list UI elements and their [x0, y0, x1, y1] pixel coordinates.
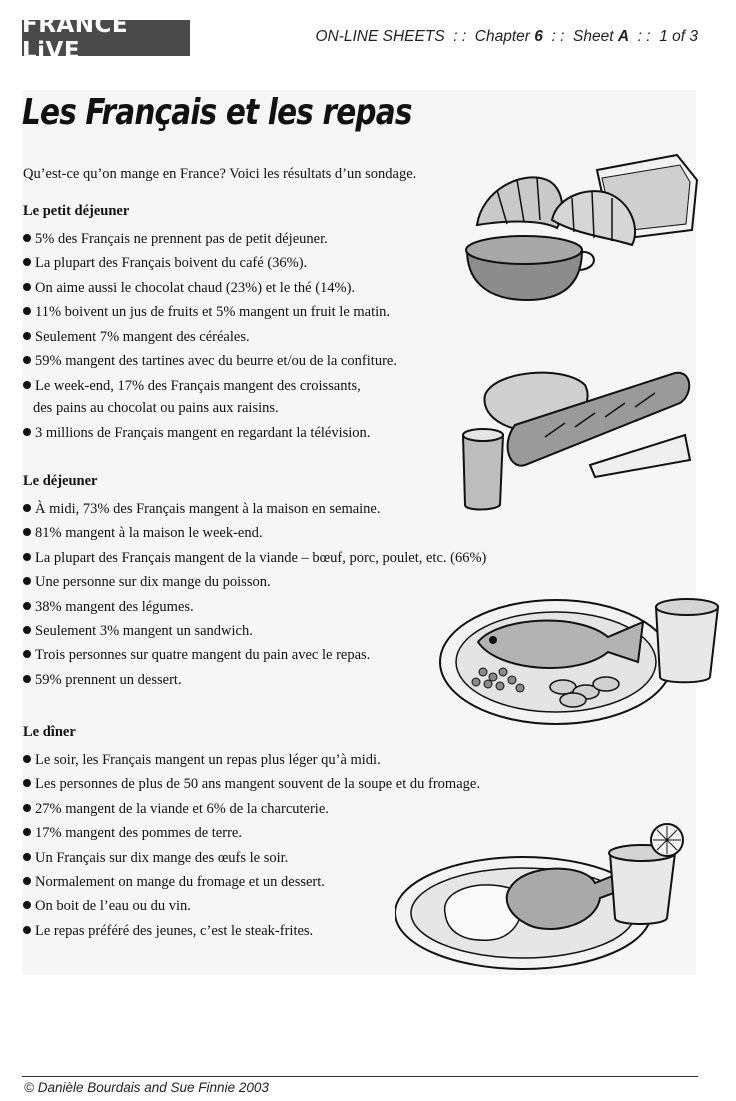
item-text: Le soir, les Français mangent un repas plus léger qu’à midi.	[35, 752, 381, 768]
bullet-icon	[23, 234, 31, 242]
list-item	[23, 619, 486, 643]
bullet-icon	[23, 307, 31, 315]
list-item	[23, 325, 423, 349]
sheet-info	[315, 28, 698, 46]
chicken-plate-illustration	[395, 818, 700, 973]
list-item	[23, 276, 423, 300]
bullet-icon	[23, 283, 31, 291]
item-text: 17% mangent des pommes de terre.	[35, 825, 242, 842]
item-text: On aime aussi le chocolat chaud (23%) et le thé (14%).	[35, 279, 356, 296]
bullet-icon	[23, 504, 31, 512]
list-dejeuner	[23, 497, 486, 692]
heading-diner: Le dîner	[23, 724, 76, 740]
bullet-icon	[23, 755, 31, 763]
bullet-icon	[23, 853, 31, 861]
intro-text: Qu’est-ce qu’on mange en France? Voici les résultats d’un sondage.	[23, 166, 417, 182]
bullet-icon	[23, 258, 31, 266]
item-text: Une personne sur dix mange du poisson.	[35, 574, 271, 591]
bullet-icon	[23, 381, 31, 389]
bullet-icon	[23, 332, 31, 340]
item-text: La plupart des Français boivent du café (36%).	[35, 255, 308, 272]
list-item	[23, 546, 486, 570]
item-text: 59% mangent des tartines avec du beurre et/ou de la confiture.	[35, 352, 397, 369]
sheet-prefix: ON-LINE SHEETS : : Chapter	[315, 28, 535, 45]
item-text: La plupart des Français mangent de la viande – bœuf, porc, poulet, etc. (66%)	[35, 549, 487, 566]
item-text: 3 millions de Français mangent en regardant la télévision.	[35, 425, 371, 442]
footer-copyright: © Danièle Bourdais and Sue Finnie 2003	[24, 1080, 269, 1095]
list-item	[23, 227, 423, 251]
france-live-logo: FRANCE LiVE	[22, 20, 190, 56]
chapter-number: 6	[534, 28, 543, 45]
item-text: 81% mangent à la maison le week-end.	[35, 525, 263, 542]
item-text: 27% mangent de la viande et 6% de la charcuterie.	[35, 800, 329, 817]
list-item	[23, 668, 486, 692]
bullet-icon	[23, 901, 31, 909]
fish-plate-illustration	[438, 592, 728, 727]
list-item	[23, 373, 423, 421]
item-text: Le week-end, 17% des Français mangent des croissants,	[35, 378, 361, 395]
bullet-icon	[23, 428, 31, 436]
list-item	[23, 748, 480, 772]
bullet-icon	[23, 626, 31, 634]
bullet-icon	[23, 828, 31, 836]
bread-cheese-illustration	[455, 365, 700, 515]
list-item	[23, 300, 423, 324]
item-text: Normalement on mange du fromage et un dessert.	[35, 873, 325, 890]
list-item	[23, 643, 486, 667]
sheet-suffix: : : 1 of 3	[629, 28, 698, 45]
item-text: Un Français sur dix mange des œufs le soir.	[35, 849, 289, 866]
item-text: 59% prennent un dessert.	[35, 671, 182, 688]
item-text: Seulement 3% mangent un sandwich.	[35, 622, 253, 639]
item-text: 38% mangent des légumes.	[35, 598, 194, 615]
item-text: 5% des Français ne prennent pas de petit déjeuner.	[35, 231, 328, 247]
list-item	[23, 570, 486, 594]
bullet-icon	[23, 650, 31, 658]
item-text: 11% boivent un jus de fruits et 5% mangent un fruit le matin.	[35, 304, 391, 321]
list-petit-dejeuner	[23, 227, 423, 446]
item-text: Les personnes de plus de 50 ans mangent souvent de la soupe et du fromage.	[35, 776, 480, 793]
bullet-icon	[23, 577, 31, 585]
footer-divider	[22, 1076, 698, 1077]
bullet-icon	[23, 602, 31, 610]
item-text-continued: des pains au chocolat ou pains aux raisins.	[33, 400, 279, 417]
heading-petit-dejeuner: Le petit déjeuner	[23, 203, 130, 219]
sheet-letter: A	[617, 28, 630, 45]
item-text: Le repas préféré des jeunes, c’est le steak-frites.	[35, 922, 314, 939]
bullet-icon	[23, 356, 31, 364]
list-item	[23, 421, 423, 445]
item-text: Seulement 7% mangent des céréales.	[35, 328, 250, 345]
heading-dejeuner: Le déjeuner	[23, 473, 98, 489]
list-item	[23, 349, 423, 373]
list-item	[23, 772, 480, 796]
item-text: Trois personnes sur quatre mangent du pain avec le repas.	[35, 647, 371, 664]
list-item	[23, 497, 486, 521]
bullet-icon	[23, 804, 31, 812]
bullet-icon	[23, 553, 31, 561]
bullet-icon	[23, 779, 31, 787]
list-item	[23, 521, 486, 545]
item-text: On boit de l’eau ou du vin.	[35, 898, 191, 915]
list-item	[23, 595, 486, 619]
bullet-icon	[23, 926, 31, 934]
bullet-icon	[23, 877, 31, 885]
item-text: À midi, 73% des Français mangent à la maison en semaine.	[35, 501, 381, 517]
sheet-middle: : : Sheet	[542, 28, 618, 45]
bullet-icon	[23, 675, 31, 683]
page-title: Les Français et les repas	[22, 92, 412, 133]
bullet-icon	[23, 528, 31, 536]
list-item	[23, 251, 423, 275]
breakfast-illustration	[462, 150, 702, 310]
